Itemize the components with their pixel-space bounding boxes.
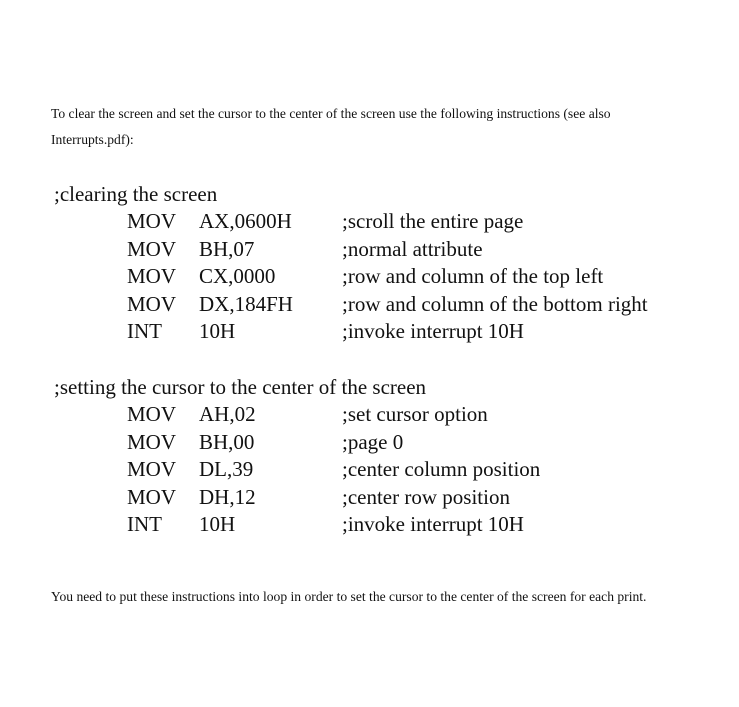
comment: ;invoke interrupt 10H: [342, 512, 524, 537]
comment: ;set cursor option: [342, 402, 488, 426]
operand: DH,12: [199, 484, 256, 509]
intro-paragraph: [51, 101, 711, 153]
operand: DX,184FH: [199, 291, 293, 316]
operand: 10H: [199, 319, 236, 344]
comment: ;scroll the entire page: [342, 209, 524, 233]
comment: ;invoke interrupt 10H: [342, 319, 524, 344]
operand: CX,0000: [199, 264, 276, 289]
opcode: MOV: [127, 402, 177, 426]
code-row: [0, 236, 739, 264]
set-cursor-heading: ;setting the cursor to the center of the screen: [54, 375, 427, 399]
comment: ;center column position: [342, 457, 541, 482]
comment: ;center row position: [342, 484, 510, 509]
code-row: [0, 429, 739, 457]
opcode: INT: [127, 319, 162, 344]
opcode: MOV: [127, 209, 177, 233]
opcode: MOV: [127, 457, 177, 482]
opcode: MOV: [127, 291, 177, 316]
opcode: INT: [127, 512, 162, 537]
comment: ;row and column of the bottom right: [342, 291, 648, 316]
comment: ;normal attribute: [342, 236, 483, 261]
code-row: [0, 318, 739, 346]
code-row: [0, 484, 739, 512]
code-row: [0, 263, 739, 291]
clear-screen-code-block: [0, 208, 739, 346]
footer-paragraph: You need to put these instructions into loop in order to set the cursor to the center of the screen for each print.: [51, 589, 647, 604]
code-row: [0, 511, 739, 539]
operand: BH,00: [199, 429, 255, 454]
operand: BH,07: [199, 236, 255, 261]
opcode: MOV: [127, 236, 177, 261]
operand: AX,0600H: [199, 209, 292, 233]
opcode: MOV: [127, 264, 177, 289]
intro-line-2: Interrupts.pdf):: [51, 132, 134, 147]
code-row: [0, 456, 739, 484]
code-row: [0, 401, 739, 429]
opcode: MOV: [127, 429, 177, 454]
comment: ;page 0: [342, 429, 404, 454]
operand: 10H: [199, 512, 236, 537]
set-cursor-code-block: [0, 401, 739, 539]
intro-line-1: To clear the screen and set the cursor to the center of the screen use the following instructions (see also: [51, 106, 611, 121]
code-row: [0, 291, 739, 319]
opcode: MOV: [127, 484, 177, 509]
operand: DL,39: [199, 457, 254, 482]
operand: AH,02: [199, 402, 256, 426]
comment: ;row and column of the top left: [342, 264, 604, 289]
clear-screen-heading: ;clearing the screen: [54, 182, 218, 206]
code-row: [0, 208, 739, 236]
